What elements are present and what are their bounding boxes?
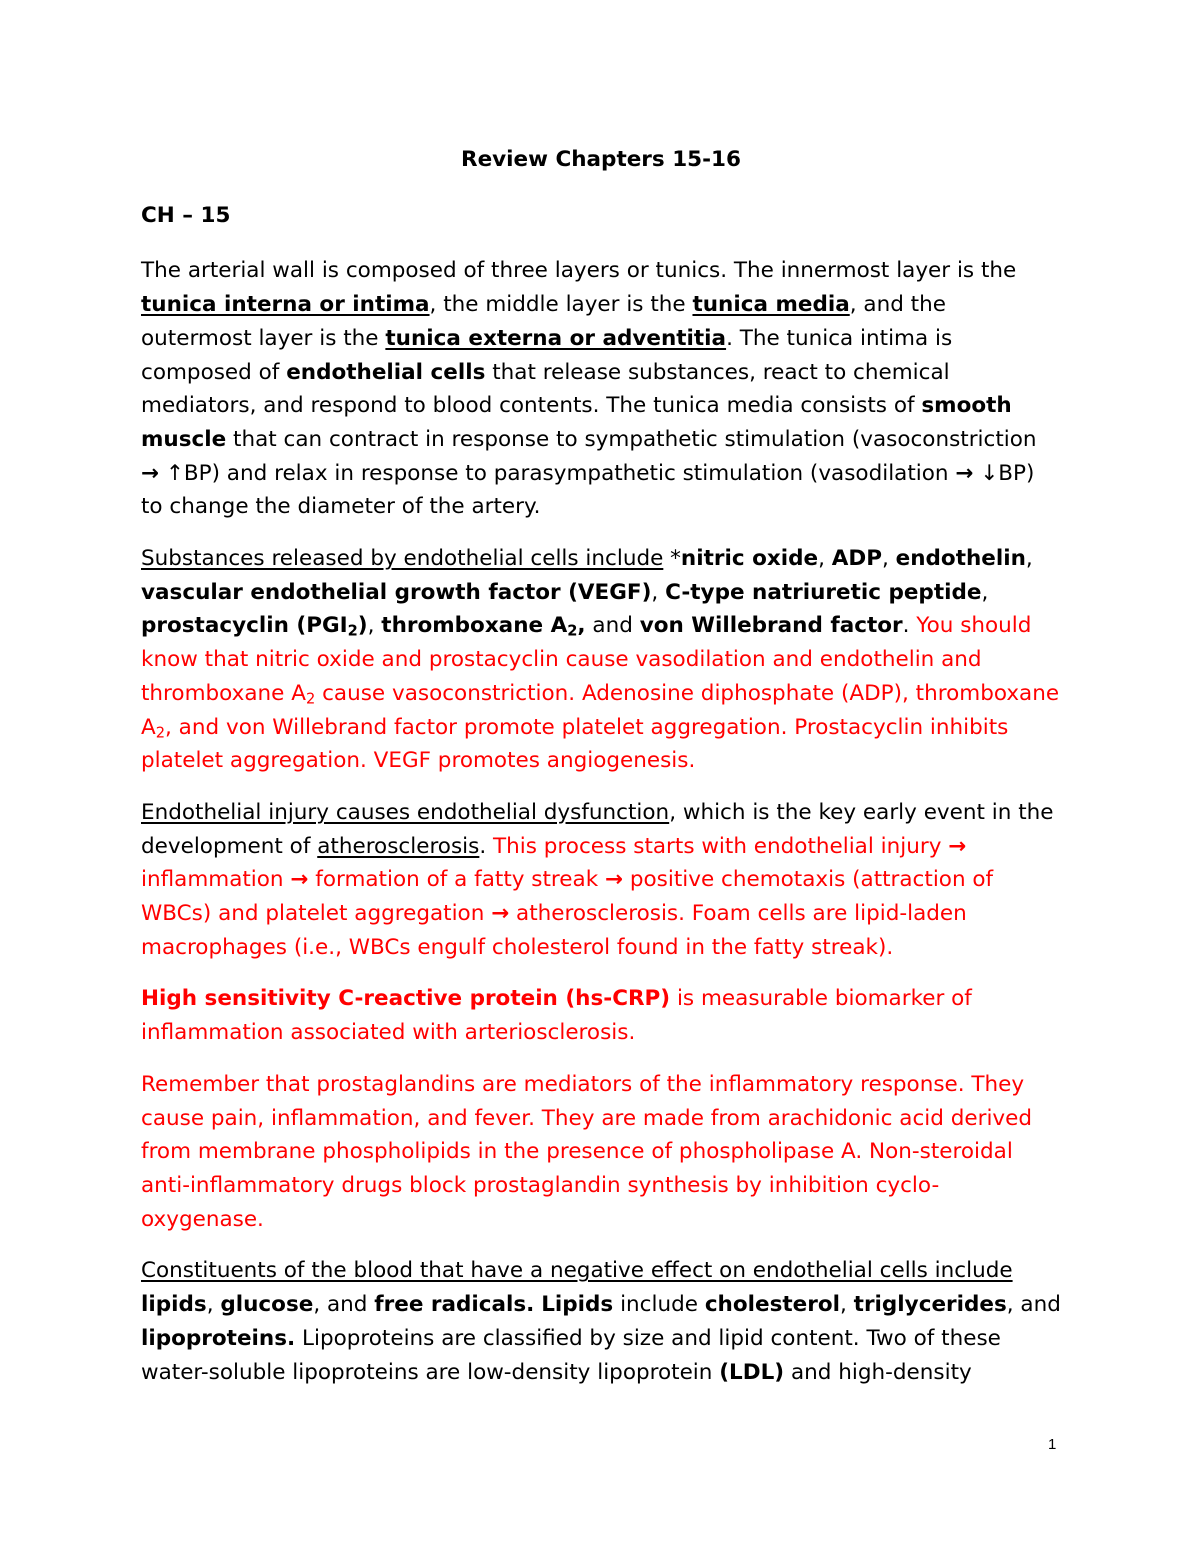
text-run: ,: [840, 1292, 854, 1318]
term-endothelial-cells: endothelial cells: [286, 359, 486, 385]
text-run: , and: [313, 1292, 375, 1318]
text-run: , which is the key early event in the development of: [141, 799, 1054, 859]
text-run: ,: [206, 1292, 221, 1318]
text-run: *: [663, 546, 681, 572]
underlined-phrase: Substances released by endothelial cells include: [141, 546, 664, 572]
text-run: and: [585, 613, 640, 639]
text-run: ,: [367, 613, 382, 639]
text-run: , and: [1006, 1292, 1061, 1318]
arrow-right-icon: →: [605, 867, 624, 893]
term-vegf: vascular endothelial growth factor (VEGF): [141, 579, 652, 605]
text-run: ): [357, 613, 368, 639]
text-run: Lipoproteins are classified by size and lipid content. Two of these water-soluble lipoproteins are low-density lipoprotein: [141, 1325, 1001, 1385]
term-smooth-muscle: smooth muscle: [141, 393, 1012, 452]
chapter-heading: CH – 15: [141, 202, 231, 228]
text-run: and high-density: [784, 1359, 972, 1385]
underlined-phrase: Constituents of the blood that have a negative effect on endothelial cells include: [141, 1258, 1013, 1284]
term-tunica-media: tunica media: [692, 292, 850, 318]
text-run: that can contract in response to sympathetic stimulation (vasoconstriction: [226, 426, 1037, 452]
text-run: cause vasoconstriction. Adenosine diphosphate (ADP), thromboxane A: [141, 680, 1060, 740]
arrow-right-icon: →: [290, 867, 309, 893]
term-triglycerides: triglycerides: [853, 1292, 1007, 1318]
text-run: .: [479, 833, 494, 859]
underlined-phrase: Endothelial injury causes endothelial dysfunction: [141, 799, 670, 825]
text-run: ,: [651, 579, 666, 605]
arrow-right-icon: →: [141, 460, 160, 486]
text-run: ↑BP) and relax in response to parasympathetic stimulation (vasodilation: [159, 460, 956, 486]
text-run: Remember that prostaglandins are mediators of the inflammatory response. They cause pain, inflammation, and fever. They are made from arachidonic acid derived from membrane phospholipids in the presence of phospholipase A. Non-steroidal anti-inflammatory drugs block prostaglandin synthesis by inhibition cyclo-oxygenase.: [141, 1071, 1033, 1232]
term-free-radicals: free radicals.: [374, 1292, 535, 1318]
term-prostacyclin: [141, 613, 368, 641]
text-run: include: [613, 1292, 705, 1318]
subscript: 2: [567, 623, 578, 641]
term-glucose: glucose: [220, 1292, 314, 1318]
text-run: prostacyclin (PGI: [141, 613, 348, 639]
page-number: 1: [1048, 1436, 1057, 1453]
term-tunica-interna: tunica interna or intima: [141, 292, 430, 318]
text-run: , the middle layer is the: [429, 292, 693, 318]
term-hs-crp: High sensitivity C-reactive protein (hs-CRP): [141, 986, 671, 1012]
text-run: is measurable biomarker of inflammation associated with arteriosclerosis.: [141, 986, 972, 1046]
text-run: This process starts with endothelial injury: [493, 833, 949, 859]
text-run: atherosclerosis. Foam cells are lipid-laden macrophages (i.e., WBCs engulf cholesterol found in the fatty streak).: [141, 901, 967, 960]
subscript: 2: [305, 690, 316, 708]
page-title: Review Chapters 15-16: [461, 147, 741, 172]
term-nitric-oxide: nitric oxide: [680, 546, 819, 572]
arrow-right-icon: →: [948, 833, 967, 859]
arrow-right-icon: →: [491, 901, 510, 927]
text-run: , and the outermost layer is the: [141, 292, 946, 351]
paragraph-endothelial-substances: [141, 542, 1061, 778]
text-run: , and von Willebrand factor promote platelet aggregation. Prostacyclin inhibits platelet aggregation. VEGF promotes angiogenesis.: [141, 714, 1009, 774]
paragraph-endothelial-injury: [141, 796, 1061, 965]
term-thromboxane: [381, 613, 586, 641]
term-lipids-2: Lipids: [541, 1292, 614, 1318]
text-run: The arterial wall is composed of three layers or tunics. The innermost layer is the: [141, 258, 1017, 284]
text-run: that release substances, react to chemical mediators, and respond to blood contents. The tunica media consists of: [141, 359, 950, 419]
text-run: positive chemotaxis (attraction of WBCs) and platelet aggregation: [141, 867, 994, 927]
text-run: You should know that nitric oxide and prostacyclin cause vasodilation and endothelin and thromboxane A: [141, 613, 1032, 706]
term-c-type-natriuretic-peptide: C-type natriuretic peptide: [665, 579, 982, 605]
document-body: [141, 143, 1061, 1407]
text-run: ,: [818, 546, 832, 572]
text-run: ,: [577, 613, 586, 639]
text-run: .: [902, 613, 917, 639]
term-ldl: (LDL): [719, 1359, 785, 1385]
term-adp: ADP: [831, 546, 882, 572]
text-run: . The tunica intima is composed of: [141, 325, 953, 385]
term-endothelin: endothelin: [895, 546, 1026, 572]
text-run: inflammation: [141, 867, 291, 893]
subscript: 2: [347, 623, 358, 641]
term-cholesterol: cholesterol: [704, 1292, 840, 1318]
text-run: ,: [1025, 546, 1033, 572]
subscript: 2: [155, 724, 166, 742]
text-run: ,: [881, 546, 896, 572]
term-tunica-externa: tunica externa or adventitia: [385, 325, 727, 351]
paragraph-blood-constituents: [141, 1254, 1061, 1389]
paragraph-arterial-wall: [141, 254, 1061, 524]
term-lipids: lipids: [141, 1292, 207, 1318]
term-lipoproteins: lipoproteins.: [141, 1325, 296, 1351]
text-run: thromboxane A: [381, 613, 568, 639]
text-run: formation of a fatty streak: [308, 867, 605, 893]
term-atherosclerosis: atherosclerosis: [317, 833, 480, 859]
paragraph-prostaglandins: [141, 1068, 1061, 1237]
paragraph-hs-crp: [141, 982, 1061, 1049]
text-run: ,: [981, 579, 989, 605]
term-von-willebrand-factor: von Willebrand factor: [639, 613, 903, 639]
arrow-right-icon: →: [955, 460, 974, 486]
text-run: ↓BP) to change the diameter of the artery.: [141, 460, 1035, 520]
